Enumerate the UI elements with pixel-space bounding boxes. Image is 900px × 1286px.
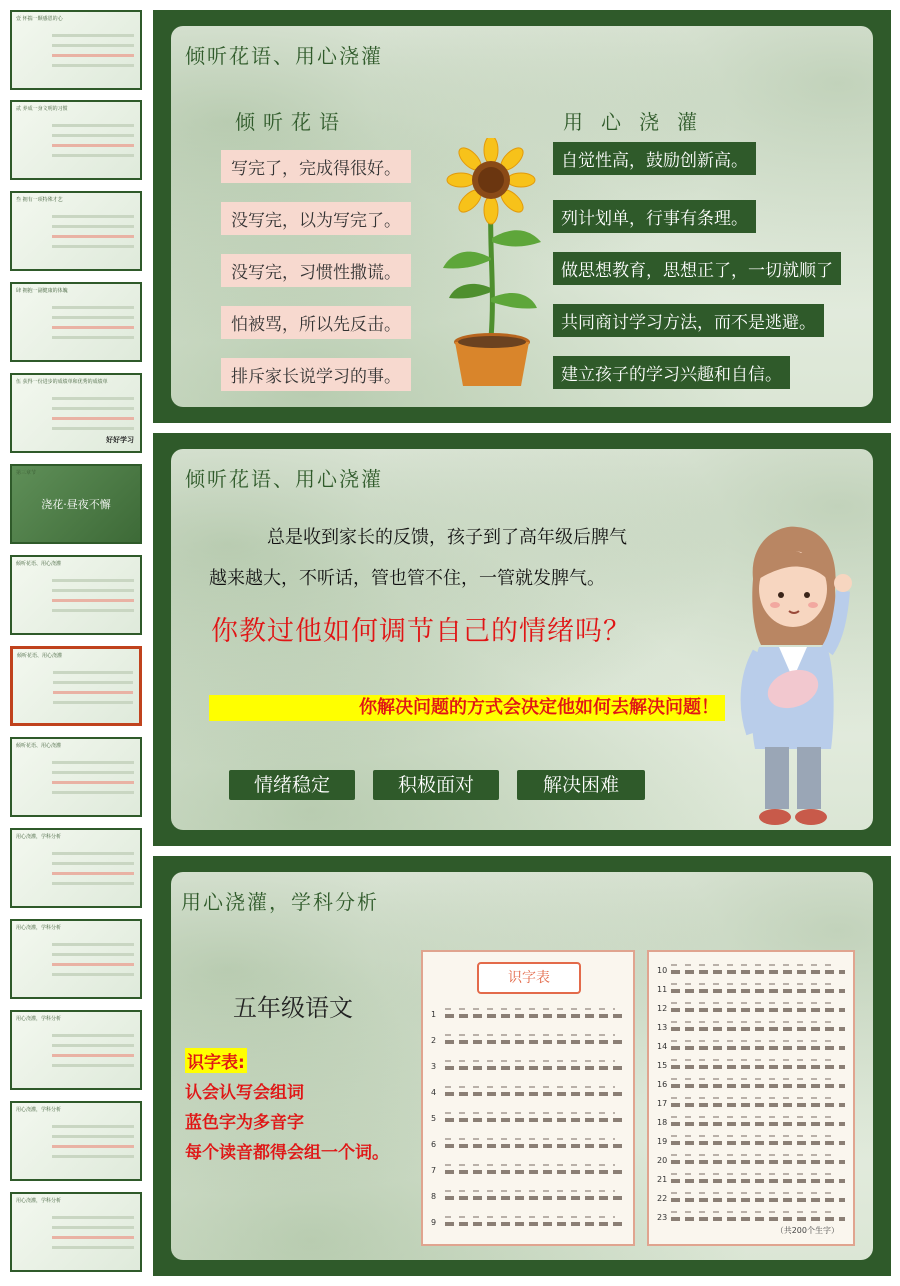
literacy-table-row (657, 1173, 845, 1187)
row-number: 17 (657, 1099, 668, 1108)
thumbnail-text-line (52, 973, 134, 976)
thumbnail-text-line (53, 671, 133, 674)
thumbnail-text-line (52, 397, 134, 400)
literacy-table-row (657, 1097, 845, 1111)
highlight-sentence: 你解决问题的方式会决定他如何去解决问题！ (209, 695, 725, 721)
literacy-table-row (431, 1190, 625, 1204)
thumbnail-text-line (52, 589, 134, 592)
row-number: 13 (657, 1023, 668, 1032)
thumbnail-text-line (52, 144, 134, 147)
thumbnail-text-line (53, 681, 133, 684)
literacy-table-row (657, 1059, 845, 1073)
row-number: 10 (657, 966, 668, 975)
thumbnail-text-line (52, 1216, 134, 1219)
flower-language-item: 排斥家长说学习的事。 (221, 358, 411, 391)
thumbnail-text-line (52, 326, 134, 329)
thumbnail-text-line (52, 44, 134, 47)
row-number: 15 (657, 1061, 668, 1070)
thumbnail-text-line (52, 64, 134, 67)
slide-thumbnail-2[interactable] (10, 100, 142, 180)
thumbnail-text-line (52, 1226, 134, 1229)
thumbnail-text-line (52, 245, 134, 248)
literacy-table-row (431, 1034, 625, 1048)
thumbnail-text-line (52, 771, 134, 774)
thumbnail-label: 倾听花语、用心浇灌 (17, 653, 63, 659)
girl-waving-illustration (731, 519, 855, 830)
literacy-table-row (431, 1216, 625, 1230)
row-number: 11 (657, 985, 668, 994)
thumbnail-text-line (52, 1044, 134, 1047)
key-question: 你教过他如何调节自己的情绪吗？ (211, 616, 631, 647)
thumbnail-text-line (52, 963, 134, 966)
slide-3-content (171, 872, 873, 1260)
watering-item: 列计划单，行事有条理。 (553, 200, 756, 233)
thumbnail-text-line (52, 1135, 134, 1138)
paragraph-line: 越来越大，不听话，管也管不住，一管就发脾气。 (209, 568, 605, 589)
literacy-table-row (657, 1021, 845, 1035)
literacy-table-row (431, 1060, 625, 1074)
slide-thumbnail-3[interactable] (10, 191, 142, 271)
paragraph-line: 总是收到家长的反馈，孩子到了高年级后脾气 (267, 527, 627, 548)
flower-language-item: 没写完，习惯性撒谎。 (221, 254, 411, 287)
thumbnail-label: 第三章节 (16, 470, 37, 476)
thumbnail-badge: 好好学习 (106, 436, 134, 444)
watering-item: 共同商讨学习方法，而不是逃避。 (553, 304, 824, 337)
thumbnail-text-line (52, 1236, 134, 1239)
thumbnail-text-line (52, 235, 134, 238)
literacy-table-row (657, 983, 845, 997)
thumbnail-text-line (52, 427, 134, 430)
slide-thumbnail-8[interactable] (10, 646, 142, 726)
thumbnail-text-line (52, 336, 134, 339)
flower-language-item: 写完了，完成得很好。 (221, 150, 411, 183)
thumbnail-text-line (52, 316, 134, 319)
sunflower-pot-illustration (433, 138, 551, 388)
thumbnail-label: 用心浇灌，学科分析 (16, 1198, 62, 1204)
thumbnail-text-line (52, 579, 134, 582)
row-number: 4 (431, 1088, 437, 1097)
row-number: 14 (657, 1042, 668, 1051)
thumbnail-text-line (52, 872, 134, 875)
row-number: 20 (657, 1156, 668, 1165)
slide-thumbnail-5[interactable] (10, 373, 142, 453)
thumbnail-text-line (52, 781, 134, 784)
thumbnail-text-line (52, 417, 134, 420)
literacy-table-row (657, 1002, 845, 1016)
slide-3[interactable] (153, 856, 891, 1276)
face-positively-button[interactable]: 积极面对 (373, 770, 499, 800)
thumbnail-text-line (52, 215, 134, 218)
thumbnail-text-line (52, 1246, 134, 1249)
slide-thumbnail-4[interactable] (10, 282, 142, 362)
thumbnail-text-line (52, 862, 134, 865)
thumbnail-label: 叁 拥有一项特殊才艺 (16, 197, 63, 203)
thumbnail-label: 用心浇灌，学科分析 (16, 1107, 62, 1113)
slide-thumbnail-13[interactable] (10, 1101, 142, 1181)
literacy-table-row (431, 1164, 625, 1178)
slide-thumbnail-10[interactable] (10, 828, 142, 908)
thumbnail-text-line (53, 691, 133, 694)
thumbnail-text-line (52, 599, 134, 602)
literacy-table-row (657, 1192, 845, 1206)
row-number: 5 (431, 1114, 437, 1123)
thumbnail-label: 倾听花语、用心浇灌 (16, 743, 62, 749)
row-number: 2 (431, 1036, 437, 1045)
thumbnail-text-line (52, 225, 134, 228)
literacy-table-label: 识字表: (185, 1048, 247, 1073)
literacy-table-page-left (421, 950, 635, 1246)
watering-item: 自觉性高，鼓励创新高。 (553, 142, 756, 175)
row-number: 8 (431, 1192, 437, 1201)
literacy-table-row (657, 1116, 845, 1130)
literacy-table-row (657, 964, 845, 978)
thumbnail-text-line (52, 761, 134, 764)
thumbnail-text-line (52, 1155, 134, 1158)
row-number: 19 (657, 1137, 668, 1146)
thumbnail-label: 倾听花语、用心浇灌 (16, 561, 62, 567)
slide-thumbnail-9[interactable] (10, 737, 142, 817)
slide-thumbnail-14[interactable] (10, 1192, 142, 1272)
thumbnail-text-line (52, 852, 134, 855)
note-line: 蓝色字为多音字 (185, 1113, 304, 1133)
slide-title: 用心浇灌，学科分析 (181, 890, 379, 914)
row-number: 3 (431, 1062, 437, 1071)
literacy-table-title: 识字表 (477, 962, 581, 994)
thumbnail-text-line (52, 34, 134, 37)
thumbnail-text-line (52, 124, 134, 127)
slide-2[interactable] (153, 433, 891, 846)
thumbnail-text-line (52, 407, 134, 410)
flower-language-item: 怕被骂，所以先反击。 (221, 306, 411, 339)
slide-thumbnail-panel (0, 0, 148, 1286)
thumbnail-text-line (52, 1034, 134, 1037)
thumbnail-text-line (52, 134, 134, 137)
row-number: 21 (657, 1175, 668, 1184)
character-count-footer: （共200个生字） (775, 1226, 839, 1235)
row-number: 7 (431, 1166, 437, 1175)
thumbnail-label: 伍 获得一份进步的成绩单和优秀的成绩单 (16, 379, 108, 385)
thumbnail-text-line (52, 953, 134, 956)
literacy-table-row (431, 1086, 625, 1100)
literacy-table-row (431, 1008, 625, 1022)
slide-title: 倾听花语、用心浇灌 (185, 44, 383, 68)
literacy-table-row (657, 1135, 845, 1149)
thumbnail-text-line (52, 54, 134, 57)
literacy-table-row (657, 1154, 845, 1168)
flower-language-item: 没写完，以为写完了。 (221, 202, 411, 235)
solve-difficulty-button[interactable]: 解决困难 (517, 770, 645, 800)
row-number: 1 (431, 1010, 437, 1019)
row-number: 12 (657, 1004, 668, 1013)
literacy-table-row (657, 1040, 845, 1054)
thumbnail-text-line (52, 1145, 134, 1148)
thumbnail-text-line (52, 1125, 134, 1128)
watering-item: 做思想教育，思想正了，一切就顺了 (553, 252, 841, 285)
thumbnail-label: 用心浇灌，学科分析 (16, 834, 62, 840)
row-number: 18 (657, 1118, 668, 1127)
thumbnail-text-line (52, 1054, 134, 1057)
literacy-table-row (431, 1138, 625, 1152)
slide-thumbnail-7[interactable] (10, 555, 142, 635)
thumbnail-text-line (52, 943, 134, 946)
thumbnail-text-line (52, 609, 134, 612)
thumbnail-label: 肆 拥抱一副健康的体魄 (16, 288, 68, 294)
row-number: 22 (657, 1194, 668, 1203)
thumbnail-label: 用心浇灌，学科分析 (16, 1016, 62, 1022)
slide-1[interactable] (153, 10, 891, 423)
slide-1-content (171, 26, 873, 407)
row-number: 6 (431, 1140, 437, 1149)
slide-title: 倾听花语、用心浇灌 (185, 467, 383, 491)
thumbnail-text-line (52, 154, 134, 157)
slide-thumbnail-1[interactable] (10, 10, 142, 90)
thumbnail-section-title: 浇花·昼夜不懈 (41, 498, 111, 511)
literacy-table-page-right (647, 950, 855, 1246)
thumbnail-label: 用心浇灌，学科分析 (16, 925, 62, 931)
thumbnail-text-line (52, 306, 134, 309)
slide-thumbnail-6[interactable] (10, 464, 142, 544)
note-line: 认会认写会组词 (185, 1083, 304, 1103)
slide-thumbnail-11[interactable] (10, 919, 142, 999)
slide-thumbnail-12[interactable] (10, 1010, 142, 1090)
row-number: 16 (657, 1080, 668, 1089)
thumbnail-text-line (52, 1064, 134, 1067)
literacy-table-row (657, 1211, 845, 1225)
literacy-table-row (657, 1078, 845, 1092)
grade-subject-heading: 五年级语文 (233, 994, 353, 1022)
thumbnail-text-line (53, 701, 133, 704)
thumbnail-text-line (52, 882, 134, 885)
thumbnail-label: 贰 养成一身文明的习惯 (16, 106, 68, 112)
left-column-heading: 倾听花语 (235, 110, 347, 134)
watering-item: 建立孩子的学习兴趣和自信。 (553, 356, 790, 389)
slide-2-content (171, 449, 873, 830)
note-line: 每个读音都得会组一个词。 (185, 1143, 389, 1163)
right-column-heading: 用心浇灌 (563, 110, 715, 134)
thumbnail-text-line (52, 791, 134, 794)
emotion-stable-button[interactable]: 情绪稳定 (229, 770, 355, 800)
thumbnail-label: 壹 怀揣一颗感恩的心 (16, 16, 63, 22)
row-number: 23 (657, 1213, 668, 1222)
row-number: 9 (431, 1218, 437, 1227)
literacy-table-row (431, 1112, 625, 1126)
